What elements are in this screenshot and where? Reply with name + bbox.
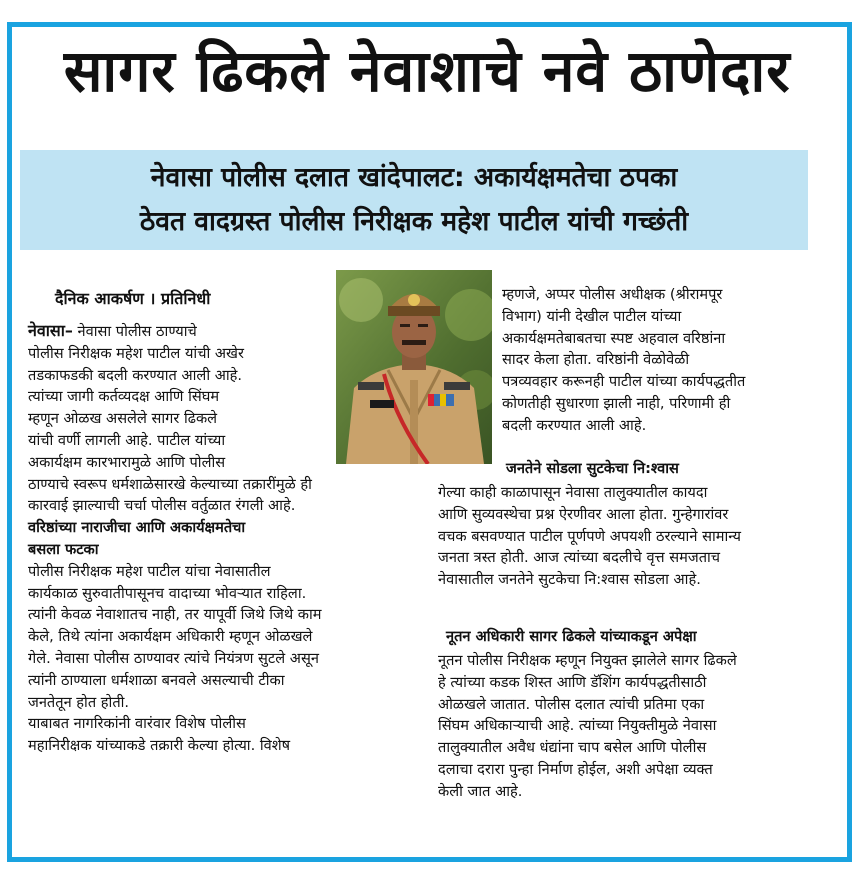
col2-relief-line-4: नेवासातील जनतेने सुटकेचा नि:श्वास सोडला आहे. xyxy=(438,571,701,589)
col1-line-5: यांची वर्णी लागली आहे. पाटील यांच्या xyxy=(28,431,226,449)
col1-line-0 xyxy=(28,320,322,343)
col1-para2-line-5: त्यांनी ठाण्याला धर्मशाळा बनवले असल्याची टीका xyxy=(28,671,285,689)
col1-para2-line-6: जनतेतून होत होती. xyxy=(28,693,130,711)
col2-top-line-2: अकार्यक्षमतेबाबतचा स्पष्ट अहवाल वरिष्ठांना xyxy=(502,329,726,347)
col1-line-0-text: नेवासा पोलीस ठाण्याचे xyxy=(72,323,197,340)
officer-photo-image xyxy=(336,270,492,464)
col2-subhead-relief: जनतेने सोडला सुटकेचा नि:श्वास xyxy=(506,460,679,477)
col2-top-line-1: विभाग) यांनी देखील पाटील यांच्या xyxy=(502,307,682,325)
col1-line-3: त्यांच्या जागी कर्तव्यदक्ष आणि सिंघम xyxy=(28,388,220,406)
subheadline-box xyxy=(20,150,808,250)
col2-new-line-5: दलाचा दरारा पुन्हा निर्माण होईल, अशी अपेक्षा व्यक्त xyxy=(438,760,713,778)
col2-relief xyxy=(438,482,741,591)
col2-relief-line-0: गेल्या काही काळापासून नेवासा तालुक्यातील कायदा xyxy=(438,484,708,501)
col2-new-line-0: नूतन पोलीस निरीक्षक म्हणून नियुक्त झालेले सागर ढिकले xyxy=(438,652,737,669)
col2-new-line-6: केली जात आहे. xyxy=(438,782,523,800)
col2-new-line-1: हे त्यांच्या कडक शिस्त आणि डॅशिंग कार्यपद्धतीसाठी xyxy=(438,673,707,691)
col2-top-line-4: पत्रव्यवहार करूनही पाटील यांच्या कार्यपद्धतीत xyxy=(502,373,746,391)
subheadline-line-1: नेवासा पोलीस दलात खांदेपालट: अकार्यक्षमतेचा ठपका xyxy=(150,162,678,193)
col1-para2-line-0: पोलीस निरीक्षक महेश पाटील यांचा नेवासातील xyxy=(28,562,271,580)
col2-relief-line-2: वचक बसवण्यात पाटील पूर्णपणे अपयशी ठरल्याने सामान्य xyxy=(438,527,741,545)
col1-line-6: अकार्यक्षम कारभारामुळे आणि पोलीस xyxy=(28,453,226,471)
officer-photo xyxy=(336,270,492,464)
col2-top xyxy=(502,284,745,437)
col1-para3-line-1: महानिरीक्षक यांच्याकडे तक्रारी केल्या होत्या. विशेष xyxy=(28,737,291,755)
headline: सागर ढिकले नेवाशाचे नवे ठाणेदार xyxy=(63,37,791,105)
col1-para2-line-3: केले, तिथे त्यांना अकार्यक्षम अधिकारी म्हणून ओळखले xyxy=(28,628,313,646)
col2-top-line-3: सादर केला होता. वरिष्ठांनी वेळोवेळी xyxy=(502,351,690,369)
col1-subhead-line-2: बसला फटका xyxy=(28,540,99,558)
col1-line-7: ठाण्याचे स्वरूप धर्मशाळेसारखे केल्याच्या तक्रारींमुळे ही xyxy=(28,475,312,493)
col1-para2-line-4: गेले. नेवासा पोलीस ठाण्यावर त्यांचे नियंत्रण सुटले असून xyxy=(28,649,319,667)
subheadline-line-2: ठेवत वादग्रस्त पोलीस निरीक्षक महेश पाटील यांची गच्छंती xyxy=(139,206,689,237)
dateline: नेवासा– xyxy=(28,321,73,340)
col1-line-8: कारवाई झाल्याची चर्चा पोलीस वर्तुळात रंगली आहे. xyxy=(28,497,296,515)
col1-line-4: म्हणून ओळख असलेले सागर ढिकले xyxy=(28,410,218,428)
col1-para3-line-0: याबाबत नागरिकांनी वारंवार विशेष पोलीस xyxy=(28,715,246,733)
col2-top-line-0: म्हणजे, अप्पर पोलीस अधीक्षक (श्रीरामपूर xyxy=(502,286,723,303)
col1-para2-line-1: कार्यकाळ सुरुवातीपासूनच वादाच्या भोवऱ्यात राहिला. xyxy=(28,584,307,602)
col1-intro xyxy=(28,320,322,757)
col2-top-line-6: बदली करण्यात आली आहे. xyxy=(502,416,647,434)
col2-new-line-2: ओळखले जातात. पोलीस दलात त्यांची प्रतिमा एका xyxy=(438,695,705,713)
col2-new-line-4: तालुक्यातील अवैध धंद्यांना चाप बसेल आणि पोलीस xyxy=(438,739,707,757)
col2-new-officer xyxy=(438,650,737,803)
col1-subhead-line-1: वरिष्ठांच्या नाराजीचा आणि अकार्यक्षमतेचा xyxy=(28,519,246,537)
col2-top-line-5: कोणतीही सुधारणा झाली नाही, परिणामी ही xyxy=(502,394,731,412)
col1-para2-line-2: त्यांनी केवळ नेवाशातच नाही, तर यापूर्वी जिथे जिथे काम xyxy=(28,606,322,624)
col2-relief-line-1: आणि सुव्यवस्थेचा प्रश्न ऐरणीवर आला होता. गुन्हेगारांवर xyxy=(438,505,729,523)
col1-line-2: तडकाफडकी बदली करण्यात आली आहे. xyxy=(28,366,243,384)
byline: दैनिक आकर्षण । प्रतिनिधी xyxy=(55,289,211,308)
col2-subhead-new-officer: नूतन अधिकारी सागर ढिकले यांच्याकडून अपेक्षा xyxy=(446,628,697,645)
col2-relief-line-3: जनता त्रस्त होती. आज त्यांच्या बदलीचे वृत्त समजताच xyxy=(438,549,721,567)
col1-line-1: पोलीस निरीक्षक महेश पाटील यांची अखेर xyxy=(28,344,244,362)
col2-new-line-3: सिंघम अधिकाऱ्याची आहे. त्यांच्या नियुक्तीमुळे नेवासा xyxy=(438,717,717,735)
